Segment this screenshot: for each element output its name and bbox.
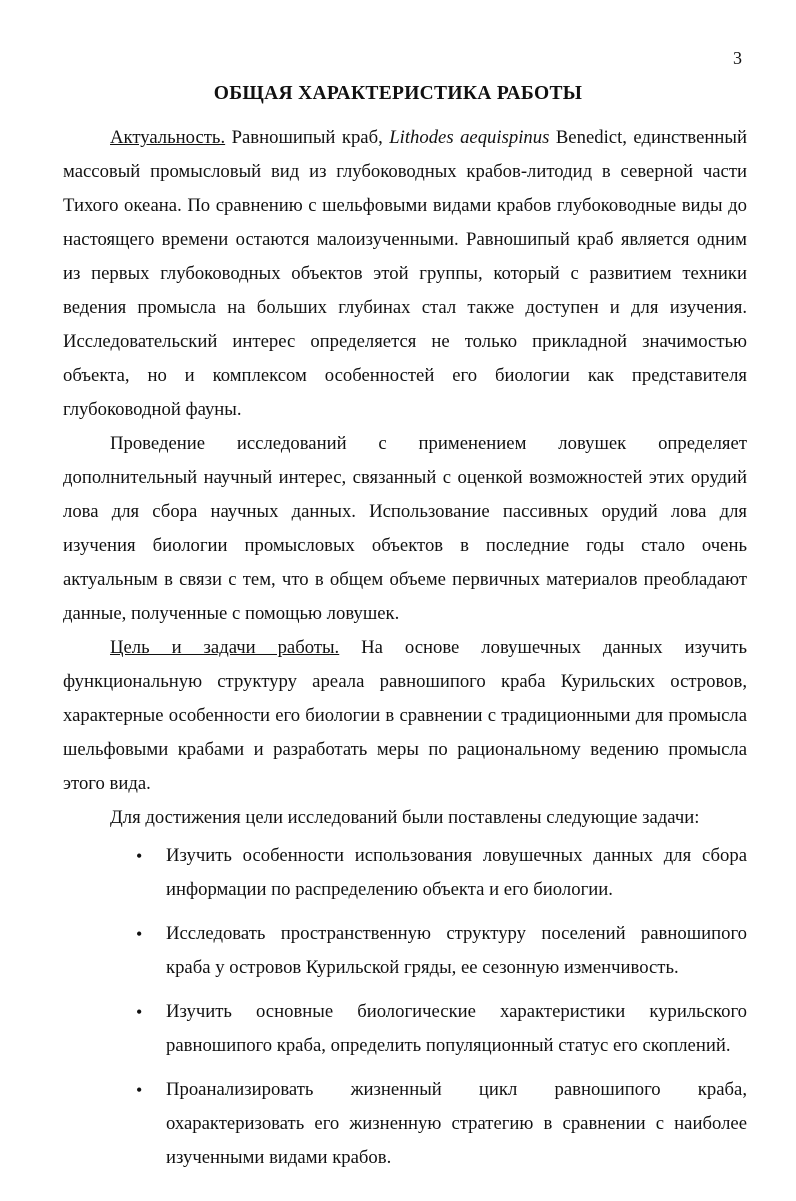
- paragraph-text: Равношипый краб,: [225, 127, 390, 148]
- paragraph-tasks-intro: Для достижения цели исследований были поставлены следующие задачи:: [110, 807, 700, 828]
- bullet-icon: •: [136, 846, 143, 866]
- list-item: [63, 995, 747, 1063]
- page-number: 3: [733, 48, 742, 68]
- list-item-text: Изучить основные биологические характеристики курильского равношипого краба, определить популяционный статус его скоплений.: [166, 1001, 747, 1056]
- bullet-icon: •: [136, 1002, 143, 1022]
- document-body: [63, 121, 747, 1185]
- paragraph-goals: [63, 631, 747, 801]
- section-label-goals: Цель и задачи работы.: [110, 637, 340, 658]
- paragraph-relevance: [63, 121, 747, 427]
- list-item-text: Исследовать пространственную структуру поселений равношипого краба у островов Курильской гряды, ее сезонную изменчивость.: [166, 923, 747, 978]
- page-title: ОБЩАЯ ХАРАКТЕРИСТИКА РАБОТЫ: [213, 83, 583, 104]
- bullet-icon: •: [136, 1080, 143, 1100]
- list-item: [63, 1073, 747, 1175]
- bullet-icon: •: [136, 924, 143, 944]
- section-label-relevance: Актуальность.: [110, 127, 226, 148]
- paragraph-traps: Проведение исследований с применением ловушек определяет дополнительный научный интерес, связанный с оценкой возможностей этих орудий лова для сбора научных данных. Использование пассивных орудий лова для изучения биологии промысловых объектов в последние годы стало очень актуальным в связи с тем, что в общем объеме первичных материалов преобладают данные, полученные с помощью ловушек.: [63, 433, 747, 624]
- tasks-list: [63, 839, 747, 1175]
- list-item: [63, 917, 747, 985]
- list-item-text: Проанализировать жизненный цикл равношипого краба, охарактеризовать его жизненную стратегию в сравнении с наиболее изученными видами крабов.: [166, 1079, 747, 1168]
- list-item: [63, 839, 747, 907]
- species-latin-name: Lithodes aequispinus: [389, 127, 550, 148]
- paragraph-text: На основе ловушечных данных изучить функциональную структуру ареала равношипого краба Курильских островов, характерные особенности его биологии в сравнении с традиционными для промысла шельфовыми крабами и разработать меры по рациональному ведению промысла этого вида.: [63, 637, 747, 794]
- paragraph-text: Benedict, единственный массовый промысловый вид из глубоководных крабов-литодид в северной части Тихого океана. По сравнению с шельфовыми видами крабов глубоководные виды до настоящего времени остаются малоизученными. Равношипый краб является одним из первых глубоководных объектов этой группы, который с развитием техники ведения промысла на больших глубинах стал также доступен и для изучения. Исследовательский интерес определяется не только прикладной значимостью объекта, но и комплексом особенностей его биологии как представителя глубоководной фауны.: [63, 127, 747, 420]
- list-item-text: Изучить особенности использования ловушечных данных для сбора информации по распределению объекта и его биологии.: [166, 845, 747, 900]
